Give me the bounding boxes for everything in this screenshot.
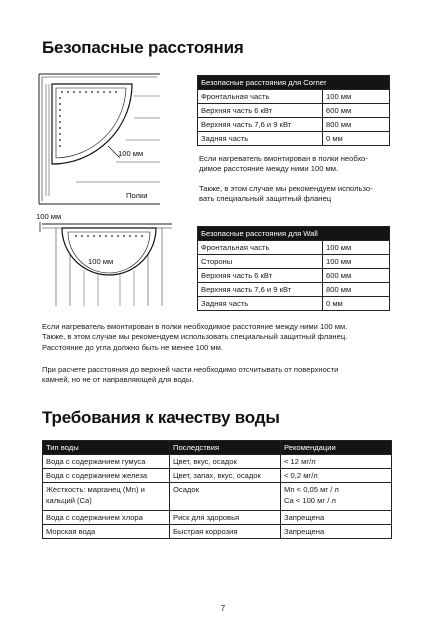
table-cell: Морская вода xyxy=(43,525,170,539)
diagram2-top-label: 100 мм xyxy=(36,212,62,221)
table-row xyxy=(198,283,390,297)
safe-distance-paragraph-2: При расчете расстояния до верхней части необходимо отсчитывать от поверхности камней, но не от направляющей для воды. xyxy=(42,365,339,385)
section-title-safe-distances: Безопасные расстояния xyxy=(42,38,244,57)
diagram2-inner-label: 100 мм xyxy=(88,257,114,266)
table-cell: 800 мм xyxy=(323,283,390,297)
table-cell: 100 мм xyxy=(323,90,390,104)
table-cell: Задняя часть xyxy=(198,297,323,311)
corner-distances-table xyxy=(197,75,390,146)
table-row xyxy=(198,90,390,104)
table-row xyxy=(198,241,390,255)
diagram1-distance-label: 100 мм xyxy=(118,149,144,158)
table-cell: Верхняя часть 7,6 и 9 кВт xyxy=(198,283,323,297)
column-header-effects: Последствия xyxy=(170,441,281,455)
table-cell: Запрещена xyxy=(281,525,392,539)
wall-heater-diagram xyxy=(36,210,176,312)
table-cell: Фронтальная часть xyxy=(198,241,323,255)
table-cell: Вода с содержанием гумуса xyxy=(43,455,170,469)
table-row xyxy=(198,255,390,269)
table-row xyxy=(198,132,390,146)
table-cell: Задняя часть xyxy=(198,132,323,146)
table-cell: Вода с содержанием железа xyxy=(43,469,170,483)
table-cell: 800 мм xyxy=(323,118,390,132)
table-cell: Риск для здоровья xyxy=(170,511,281,525)
table-cell: 600 мм xyxy=(323,269,390,283)
table-cell: Стороны xyxy=(198,255,323,269)
table-row xyxy=(198,118,390,132)
corner-note-2: Также, в этом случае мы рекомендуем использо- вать специальный защитный фланец xyxy=(199,184,373,204)
corner-table-header: Безопасные расстояния для Corner xyxy=(198,76,390,90)
column-header-recommendations: Рекомендации xyxy=(281,441,392,455)
table-cell: 0 мм xyxy=(323,297,390,311)
wall-distances-table xyxy=(197,226,390,311)
table-cell: 100 мм xyxy=(323,255,390,269)
table-cell: Осадок xyxy=(170,483,281,511)
diagram1-shelves-label: Полки xyxy=(126,191,148,200)
table-cell: Вода с содержанием хлора xyxy=(43,511,170,525)
table-cell: 0 мм xyxy=(323,132,390,146)
table-row xyxy=(198,269,390,283)
table-cell: Цвет, вкус, осадок xyxy=(170,455,281,469)
section-title-water-quality: Требования к качеству воды xyxy=(42,408,280,427)
table-row xyxy=(198,297,390,311)
table-cell: < 12 мг/л xyxy=(281,455,392,469)
water-quality-table xyxy=(42,440,392,539)
table-cell: Верхняя часть 7,6 и 9 кВт xyxy=(198,118,323,132)
table-cell: < 0,2 мг/л xyxy=(281,469,392,483)
page-number: 7 xyxy=(220,604,226,613)
table-cell: Жесткость: марганец (Mn) и кальций (Ca) xyxy=(43,483,170,511)
table-cell: Запрещена xyxy=(281,511,392,525)
table-cell: 100 мм xyxy=(323,241,390,255)
table-cell: Быстрая коррозия xyxy=(170,525,281,539)
table-cell: Mn < 0,05 мг / л Ca < 100 мг / л xyxy=(281,483,392,511)
table-cell: Цвет, запах, вкус, осадок xyxy=(170,469,281,483)
table-row xyxy=(43,483,392,511)
table-cell: Верхняя часть 6 кВт xyxy=(198,104,323,118)
table-row xyxy=(43,525,392,539)
corner-heater-diagram xyxy=(36,70,164,208)
wall-table-header: Безопасные расстояния для Wall xyxy=(198,227,390,241)
table-row xyxy=(43,511,392,525)
table-cell: Верхняя часть 6 кВт xyxy=(198,269,323,283)
table-cell: 600 мм xyxy=(323,104,390,118)
column-header-water-type: Тип воды xyxy=(43,441,170,455)
safe-distance-paragraph-1: Если нагреватель вмонтирован в полки необходимое расстояние между ними 100 мм. Также, в этом случае мы рекомендуем использовать специальный защитный фланец. Расстояние до угла должно быть не менее 100 мм. xyxy=(42,322,348,352)
table-row xyxy=(198,104,390,118)
corner-note-1: Если нагреватель вмонтирован в полки необхо- димое расстояние между ними 100 мм. xyxy=(199,154,368,174)
table-cell: Фронтальная часть xyxy=(198,90,323,104)
table-row xyxy=(43,469,392,483)
table-row xyxy=(43,455,392,469)
